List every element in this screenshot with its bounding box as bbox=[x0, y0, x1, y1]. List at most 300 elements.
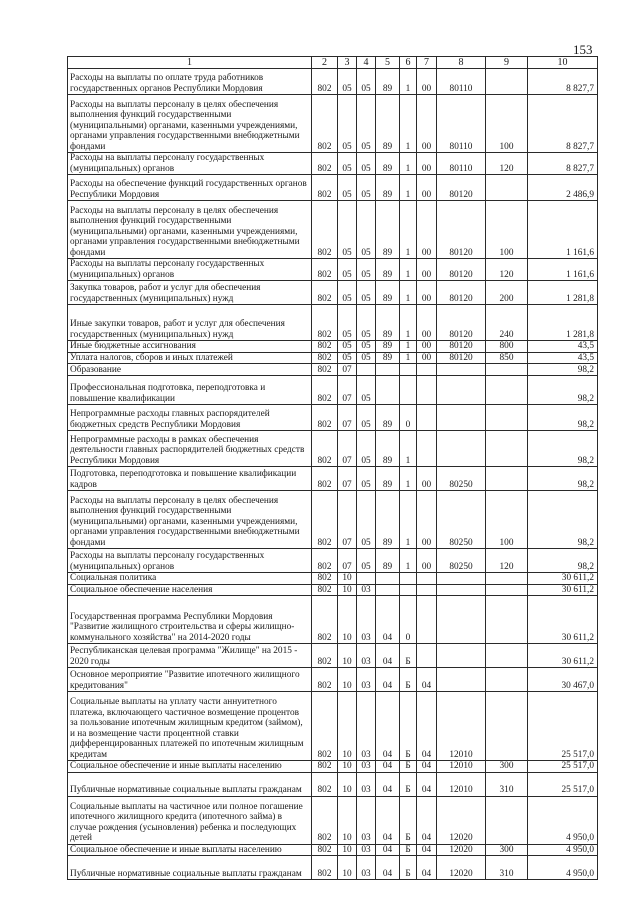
row-name-cell: Образование bbox=[68, 364, 312, 376]
row-name-cell: Подготовка, переподготовка и повышение квалификации кадров bbox=[68, 467, 312, 491]
table-row bbox=[68, 431, 598, 467]
amount-cell: 1 281,8 bbox=[528, 305, 598, 341]
column-header: 4 bbox=[357, 57, 376, 69]
ministry-code-cell: 802 bbox=[312, 201, 338, 259]
expense-type-cell: 200 bbox=[486, 281, 528, 305]
direction-code-cell bbox=[437, 644, 486, 668]
table-row bbox=[68, 644, 598, 668]
section-code-cell: 05 bbox=[338, 352, 357, 364]
ministry-code-cell: 802 bbox=[312, 549, 338, 573]
section-code-cell: 05 bbox=[338, 341, 357, 353]
table-row bbox=[68, 761, 598, 773]
program-code-cell: 89 bbox=[376, 259, 400, 281]
subsection-code-cell: 05 bbox=[357, 95, 376, 153]
row-name-cell: Уплата налогов, сборов и иных платежей bbox=[68, 352, 312, 364]
table-row bbox=[68, 341, 598, 353]
subsection-code-cell: 05 bbox=[357, 305, 376, 341]
subprogram-code-cell: 1 bbox=[400, 305, 417, 341]
subsection-code-cell: 03 bbox=[357, 584, 376, 596]
subprogram-code-cell: Б bbox=[400, 844, 417, 856]
row-name-cell: Закупка товаров, работ и услуг для обеспечения государственных (муниципальных) нужд bbox=[68, 281, 312, 305]
column-header: 7 bbox=[417, 57, 437, 69]
section-code-cell: 07 bbox=[338, 431, 357, 467]
expense-type-cell bbox=[486, 431, 528, 467]
expense-type-cell bbox=[486, 644, 528, 668]
program-code-cell: 04 bbox=[376, 761, 400, 773]
direction-code-cell bbox=[437, 573, 486, 585]
amount-cell: 98,2 bbox=[528, 549, 598, 573]
ministry-code-cell: 802 bbox=[312, 692, 338, 761]
program-code-cell: 89 bbox=[376, 281, 400, 305]
row-name-cell: Расходы на выплаты персоналу государственных (муниципальных) органов bbox=[68, 259, 312, 281]
program-code-cell bbox=[376, 364, 400, 376]
subsection-code-cell bbox=[357, 364, 376, 376]
direction-code-cell: 80120 bbox=[437, 341, 486, 353]
ministry-code-cell: 802 bbox=[312, 364, 338, 376]
direction-code-cell: 12020 bbox=[437, 796, 486, 844]
activity-code-cell: 00 bbox=[417, 153, 437, 175]
row-name-cell: Расходы на выплаты персоналу в целях обеспечения выполнения функций государственными (муниципальными) органами, казенными учреждениями, органами управления государственными внебюджетными фондами bbox=[68, 95, 312, 153]
program-code-cell: 89 bbox=[376, 467, 400, 491]
expense-type-cell: 100 bbox=[486, 95, 528, 153]
expense-type-cell bbox=[486, 467, 528, 491]
direction-code-cell bbox=[437, 668, 486, 692]
ministry-code-cell: 802 bbox=[312, 95, 338, 153]
subprogram-code-cell: 1 bbox=[400, 431, 417, 467]
expense-type-cell: 300 bbox=[486, 761, 528, 773]
expense-type-cell bbox=[486, 668, 528, 692]
expense-type-cell: 120 bbox=[486, 549, 528, 573]
subsection-code-cell: 03 bbox=[357, 761, 376, 773]
activity-code-cell: 04 bbox=[417, 668, 437, 692]
direction-code-cell bbox=[437, 584, 486, 596]
activity-code-cell bbox=[417, 431, 437, 467]
ministry-code-cell: 802 bbox=[312, 69, 338, 95]
activity-code-cell: 00 bbox=[417, 352, 437, 364]
row-name-cell: Социальное обеспечение населения bbox=[68, 584, 312, 596]
section-code-cell: 10 bbox=[338, 692, 357, 761]
program-code-cell bbox=[376, 376, 400, 405]
amount-cell: 25 517,0 bbox=[528, 761, 598, 773]
subsection-code-cell: 03 bbox=[357, 844, 376, 856]
subsection-code-cell bbox=[357, 573, 376, 585]
section-code-cell: 10 bbox=[338, 844, 357, 856]
subprogram-code-cell: 1 bbox=[400, 259, 417, 281]
section-code-cell: 10 bbox=[338, 761, 357, 773]
expense-type-cell: 310 bbox=[486, 856, 528, 880]
program-code-cell bbox=[376, 573, 400, 585]
activity-code-cell: 00 bbox=[417, 341, 437, 353]
table-row bbox=[68, 796, 598, 844]
expense-type-cell: 120 bbox=[486, 259, 528, 281]
ministry-code-cell: 802 bbox=[312, 376, 338, 405]
row-name-cell: Республиканская целевая программа "Жилище" на 2015 - 2020 годы bbox=[68, 644, 312, 668]
ministry-code-cell: 802 bbox=[312, 405, 338, 431]
amount-cell: 98,2 bbox=[528, 376, 598, 405]
program-code-cell: 04 bbox=[376, 844, 400, 856]
section-code-cell: 10 bbox=[338, 772, 357, 796]
amount-cell: 30 611,2 bbox=[528, 596, 598, 644]
expense-type-cell: 100 bbox=[486, 201, 528, 259]
ministry-code-cell: 802 bbox=[312, 596, 338, 644]
program-code-cell: 89 bbox=[376, 305, 400, 341]
ministry-code-cell: 802 bbox=[312, 305, 338, 341]
section-code-cell: 05 bbox=[338, 175, 357, 201]
row-name-cell: Государственная программа Республики Мордовия "Развитие жилищного строительства и сферы жилищно-коммунального хозяйства" на 2014-2020 годы bbox=[68, 596, 312, 644]
program-code-cell: 04 bbox=[376, 596, 400, 644]
section-code-cell: 05 bbox=[338, 281, 357, 305]
table-row bbox=[68, 305, 598, 341]
table-row bbox=[68, 69, 598, 95]
subprogram-code-cell: 1 bbox=[400, 69, 417, 95]
activity-code-cell: 04 bbox=[417, 844, 437, 856]
expense-type-cell: 240 bbox=[486, 305, 528, 341]
direction-code-cell: 12020 bbox=[437, 844, 486, 856]
direction-code-cell: 80110 bbox=[437, 95, 486, 153]
subprogram-code-cell: 1 bbox=[400, 153, 417, 175]
direction-code-cell bbox=[437, 431, 486, 467]
direction-code-cell: 12010 bbox=[437, 772, 486, 796]
section-code-cell: 10 bbox=[338, 796, 357, 844]
program-code-cell: 04 bbox=[376, 772, 400, 796]
subprogram-code-cell: 1 bbox=[400, 201, 417, 259]
direction-code-cell: 80110 bbox=[437, 69, 486, 95]
section-code-cell: 05 bbox=[338, 201, 357, 259]
subprogram-code-cell bbox=[400, 364, 417, 376]
direction-code-cell: 12010 bbox=[437, 692, 486, 761]
direction-code-cell: 80250 bbox=[437, 467, 486, 491]
subsection-code-cell: 05 bbox=[357, 376, 376, 405]
ministry-code-cell: 802 bbox=[312, 491, 338, 549]
table-row bbox=[68, 692, 598, 761]
amount-cell: 8 827,7 bbox=[528, 95, 598, 153]
activity-code-cell: 00 bbox=[417, 69, 437, 95]
expense-type-cell: 100 bbox=[486, 491, 528, 549]
section-code-cell: 07 bbox=[338, 491, 357, 549]
expense-type-cell bbox=[486, 69, 528, 95]
subprogram-code-cell: Б bbox=[400, 668, 417, 692]
program-code-cell: 89 bbox=[376, 491, 400, 549]
direction-code-cell: 80120 bbox=[437, 259, 486, 281]
subprogram-code-cell: Б bbox=[400, 644, 417, 668]
amount-cell: 30 467,0 bbox=[528, 668, 598, 692]
column-header: 9 bbox=[486, 57, 528, 69]
amount-cell: 25 517,0 bbox=[528, 692, 598, 761]
amount-cell: 98,2 bbox=[528, 491, 598, 549]
expense-type-cell bbox=[486, 692, 528, 761]
direction-code-cell: 80250 bbox=[437, 491, 486, 549]
row-name-cell: Социальное обеспечение и иные выплаты населению bbox=[68, 761, 312, 773]
ministry-code-cell: 802 bbox=[312, 467, 338, 491]
activity-code-cell: 00 bbox=[417, 281, 437, 305]
row-name-cell: Социальные выплаты на частичное или полное погашение ипотечного жилищного кредита (ипотечного займа) в случае рождения (усыновления) ребенка и последующих детей bbox=[68, 796, 312, 844]
activity-code-cell: 00 bbox=[417, 549, 437, 573]
table-row bbox=[68, 549, 598, 573]
subsection-code-cell: 05 bbox=[357, 549, 376, 573]
subsection-code-cell: 03 bbox=[357, 668, 376, 692]
budget-table bbox=[67, 56, 598, 880]
column-header: 8 bbox=[437, 57, 486, 69]
table-row bbox=[68, 491, 598, 549]
table-row bbox=[68, 772, 598, 796]
amount-cell: 98,2 bbox=[528, 431, 598, 467]
activity-code-cell: 00 bbox=[417, 95, 437, 153]
activity-code-cell bbox=[417, 644, 437, 668]
row-name-cell: Социальное обеспечение и иные выплаты населению bbox=[68, 844, 312, 856]
subprogram-code-cell: 1 bbox=[400, 549, 417, 573]
table-row bbox=[68, 856, 598, 880]
activity-code-cell: 00 bbox=[417, 175, 437, 201]
program-code-cell: 89 bbox=[376, 549, 400, 573]
row-name-cell: Расходы на выплаты персоналу в целях обеспечения выполнения функций государственными (муниципальными) органами, казенными учреждениями, органами управления государственными внебюджетными фондами bbox=[68, 201, 312, 259]
ministry-code-cell: 802 bbox=[312, 761, 338, 773]
budget-table-body bbox=[68, 69, 598, 880]
table-row bbox=[68, 584, 598, 596]
activity-code-cell: 00 bbox=[417, 491, 437, 549]
amount-cell: 8 827,7 bbox=[528, 69, 598, 95]
expense-type-cell bbox=[486, 584, 528, 596]
ministry-code-cell: 802 bbox=[312, 259, 338, 281]
ministry-code-cell: 802 bbox=[312, 584, 338, 596]
expense-type-cell: 300 bbox=[486, 844, 528, 856]
direction-code-cell: 80120 bbox=[437, 281, 486, 305]
expense-type-cell bbox=[486, 405, 528, 431]
subsection-code-cell: 05 bbox=[357, 491, 376, 549]
expense-type-cell bbox=[486, 573, 528, 585]
direction-code-cell: 12020 bbox=[437, 856, 486, 880]
activity-code-cell: 04 bbox=[417, 856, 437, 880]
page-number: 153 bbox=[573, 42, 593, 57]
subsection-code-cell: 03 bbox=[357, 596, 376, 644]
column-header: 1 bbox=[68, 57, 312, 69]
subprogram-code-cell: 1 bbox=[400, 352, 417, 364]
subprogram-code-cell bbox=[400, 584, 417, 596]
section-code-cell: 07 bbox=[338, 376, 357, 405]
section-code-cell: 07 bbox=[338, 467, 357, 491]
amount-cell: 4 950,0 bbox=[528, 856, 598, 880]
program-code-cell: 89 bbox=[376, 201, 400, 259]
section-code-cell: 07 bbox=[338, 364, 357, 376]
subprogram-code-cell: 1 bbox=[400, 95, 417, 153]
section-code-cell: 05 bbox=[338, 305, 357, 341]
activity-code-cell bbox=[417, 376, 437, 405]
row-name-cell: Публичные нормативные социальные выплаты гражданам bbox=[68, 772, 312, 796]
row-name-cell: Социальные выплаты на уплату части аннуитетного платежа, включающего частичное возмещение процентов за пользование ипотечным жилищным кредитом (займом), и на возмещение части процентной ставки дифференцированных платежей по ипотечным жилищным кредитам bbox=[68, 692, 312, 761]
row-name-cell: Основное мероприятие "Развитие ипотечного жилищного кредитования" bbox=[68, 668, 312, 692]
amount-cell: 98,2 bbox=[528, 405, 598, 431]
subsection-code-cell: 03 bbox=[357, 772, 376, 796]
ministry-code-cell: 802 bbox=[312, 644, 338, 668]
row-name-cell: Расходы на выплаты по оплате труда работников государственных органов Республики Мордовия bbox=[68, 69, 312, 95]
subsection-code-cell: 05 bbox=[357, 431, 376, 467]
row-name-cell: Непрограммные расходы в рамках обеспечения деятельности главных распорядителей бюджетных средств Республики Мордовия bbox=[68, 431, 312, 467]
subsection-code-cell: 05 bbox=[357, 467, 376, 491]
subprogram-code-cell: 1 bbox=[400, 341, 417, 353]
activity-code-cell: 00 bbox=[417, 259, 437, 281]
expense-type-cell: 850 bbox=[486, 352, 528, 364]
table-row bbox=[68, 153, 598, 175]
expense-type-cell bbox=[486, 376, 528, 405]
expense-type-cell: 120 bbox=[486, 153, 528, 175]
ministry-code-cell: 802 bbox=[312, 772, 338, 796]
direction-code-cell bbox=[437, 364, 486, 376]
subprogram-code-cell: 1 bbox=[400, 175, 417, 201]
program-code-cell bbox=[376, 584, 400, 596]
subprogram-code-cell: Б bbox=[400, 856, 417, 880]
row-name-cell: Иные бюджетные ассигнования bbox=[68, 341, 312, 353]
subprogram-code-cell: 1 bbox=[400, 467, 417, 491]
amount-cell: 8 827,7 bbox=[528, 153, 598, 175]
ministry-code-cell: 802 bbox=[312, 668, 338, 692]
table-row bbox=[68, 281, 598, 305]
subprogram-code-cell: 1 bbox=[400, 491, 417, 549]
activity-code-cell bbox=[417, 364, 437, 376]
direction-code-cell bbox=[437, 376, 486, 405]
program-code-cell: 04 bbox=[376, 856, 400, 880]
subprogram-code-cell bbox=[400, 376, 417, 405]
subsection-code-cell: 05 bbox=[357, 153, 376, 175]
row-name-cell: Расходы на выплаты персоналу государственных (муниципальных) органов bbox=[68, 153, 312, 175]
amount-cell: 1 161,6 bbox=[528, 201, 598, 259]
program-code-cell: 89 bbox=[376, 175, 400, 201]
amount-cell: 4 950,0 bbox=[528, 796, 598, 844]
section-code-cell: 10 bbox=[338, 856, 357, 880]
row-name-cell: Социальная политика bbox=[68, 573, 312, 585]
section-code-cell: 10 bbox=[338, 644, 357, 668]
table-row bbox=[68, 844, 598, 856]
ministry-code-cell: 802 bbox=[312, 796, 338, 844]
column-header: 2 bbox=[312, 57, 338, 69]
section-code-cell: 10 bbox=[338, 596, 357, 644]
expense-type-cell: 310 bbox=[486, 772, 528, 796]
subprogram-code-cell: 0 bbox=[400, 405, 417, 431]
subprogram-code-cell: Б bbox=[400, 796, 417, 844]
ministry-code-cell: 802 bbox=[312, 352, 338, 364]
table-row bbox=[68, 467, 598, 491]
amount-cell: 98,2 bbox=[528, 364, 598, 376]
ministry-code-cell: 802 bbox=[312, 341, 338, 353]
section-code-cell: 07 bbox=[338, 405, 357, 431]
activity-code-cell: 00 bbox=[417, 305, 437, 341]
section-code-cell: 10 bbox=[338, 668, 357, 692]
section-code-cell: 05 bbox=[338, 95, 357, 153]
direction-code-cell bbox=[437, 596, 486, 644]
program-code-cell: 04 bbox=[376, 668, 400, 692]
ministry-code-cell: 802 bbox=[312, 153, 338, 175]
column-header: 3 bbox=[338, 57, 357, 69]
subprogram-code-cell bbox=[400, 573, 417, 585]
row-name-cell: Публичные нормативные социальные выплаты гражданам bbox=[68, 856, 312, 880]
row-name-cell: Расходы на выплаты персоналу государственных (муниципальных) органов bbox=[68, 549, 312, 573]
column-header: 10 bbox=[528, 57, 598, 69]
subsection-code-cell: 05 bbox=[357, 175, 376, 201]
table-row bbox=[68, 201, 598, 259]
activity-code-cell bbox=[417, 573, 437, 585]
activity-code-cell bbox=[417, 584, 437, 596]
table-row bbox=[68, 259, 598, 281]
ministry-code-cell: 802 bbox=[312, 844, 338, 856]
header-row bbox=[68, 57, 598, 69]
amount-cell: 43,5 bbox=[528, 352, 598, 364]
program-code-cell: 89 bbox=[376, 431, 400, 467]
program-code-cell: 89 bbox=[376, 341, 400, 353]
amount-cell: 1 161,6 bbox=[528, 259, 598, 281]
program-code-cell: 89 bbox=[376, 95, 400, 153]
direction-code-cell: 80120 bbox=[437, 305, 486, 341]
row-name-cell: Расходы на выплаты персоналу в целях обеспечения выполнения функций государственными (муниципальными) органами, казенными учреждениями, органами управления государственными внебюджетными фондами bbox=[68, 491, 312, 549]
direction-code-cell: 80120 bbox=[437, 175, 486, 201]
table-row bbox=[68, 364, 598, 376]
subsection-code-cell: 05 bbox=[357, 405, 376, 431]
direction-code-cell bbox=[437, 405, 486, 431]
activity-code-cell: 00 bbox=[417, 467, 437, 491]
subprogram-code-cell: Б bbox=[400, 772, 417, 796]
subprogram-code-cell: 0 bbox=[400, 596, 417, 644]
subsection-code-cell: 03 bbox=[357, 692, 376, 761]
table-row bbox=[68, 352, 598, 364]
activity-code-cell: 04 bbox=[417, 692, 437, 761]
subsection-code-cell: 05 bbox=[357, 341, 376, 353]
activity-code-cell: 04 bbox=[417, 796, 437, 844]
amount-cell: 30 611,2 bbox=[528, 573, 598, 585]
subsection-code-cell: 03 bbox=[357, 856, 376, 880]
expense-type-cell bbox=[486, 364, 528, 376]
row-name-cell: Расходы на обеспечение функций государственных органов Республики Мордовия bbox=[68, 175, 312, 201]
subsection-code-cell: 05 bbox=[357, 281, 376, 305]
activity-code-cell: 00 bbox=[417, 201, 437, 259]
column-header: 6 bbox=[400, 57, 417, 69]
ministry-code-cell: 802 bbox=[312, 175, 338, 201]
column-header: 5 bbox=[376, 57, 400, 69]
subsection-code-cell: 05 bbox=[357, 201, 376, 259]
section-code-cell: 10 bbox=[338, 573, 357, 585]
amount-cell: 25 517,0 bbox=[528, 772, 598, 796]
amount-cell: 98,2 bbox=[528, 467, 598, 491]
table-row bbox=[68, 405, 598, 431]
program-code-cell: 89 bbox=[376, 69, 400, 95]
expense-type-cell bbox=[486, 175, 528, 201]
program-code-cell: 04 bbox=[376, 692, 400, 761]
expense-type-cell bbox=[486, 796, 528, 844]
section-code-cell: 07 bbox=[338, 549, 357, 573]
section-code-cell: 05 bbox=[338, 259, 357, 281]
row-name-cell: Непрограммные расходы главных распорядителей бюджетных средств Республики Мордовия bbox=[68, 405, 312, 431]
program-code-cell: 04 bbox=[376, 796, 400, 844]
table-row bbox=[68, 175, 598, 201]
amount-cell: 30 611,2 bbox=[528, 584, 598, 596]
activity-code-cell bbox=[417, 596, 437, 644]
ministry-code-cell: 802 bbox=[312, 281, 338, 305]
direction-code-cell: 12010 bbox=[437, 761, 486, 773]
subsection-code-cell: 03 bbox=[357, 644, 376, 668]
expense-type-cell bbox=[486, 596, 528, 644]
table-row bbox=[68, 95, 598, 153]
amount-cell: 4 950,0 bbox=[528, 844, 598, 856]
table-row bbox=[68, 596, 598, 644]
program-code-cell: 89 bbox=[376, 153, 400, 175]
section-code-cell: 05 bbox=[338, 69, 357, 95]
ministry-code-cell: 802 bbox=[312, 573, 338, 585]
program-code-cell: 04 bbox=[376, 644, 400, 668]
direction-code-cell: 80110 bbox=[437, 153, 486, 175]
ministry-code-cell: 802 bbox=[312, 856, 338, 880]
amount-cell: 30 611,2 bbox=[528, 644, 598, 668]
amount-cell: 43,5 bbox=[528, 341, 598, 353]
subsection-code-cell: 03 bbox=[357, 796, 376, 844]
section-code-cell: 05 bbox=[338, 153, 357, 175]
direction-code-cell: 80250 bbox=[437, 549, 486, 573]
ministry-code-cell: 802 bbox=[312, 431, 338, 467]
